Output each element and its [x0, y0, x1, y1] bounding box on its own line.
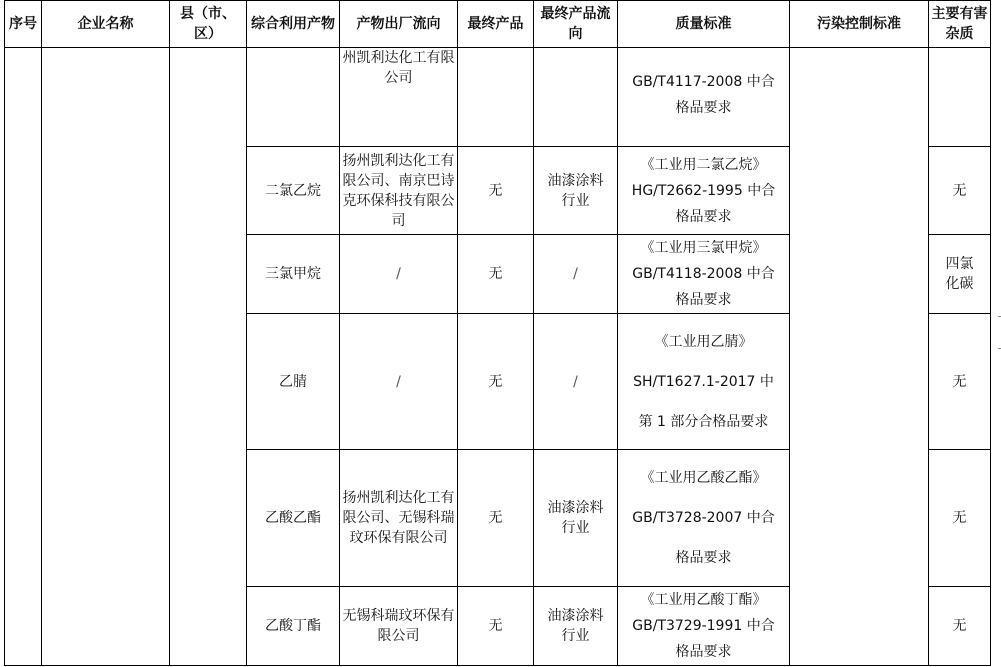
product-cell [247, 48, 340, 147]
standard-line: 格品要求 [675, 644, 732, 660]
final-flow-cell: 油漆涂料行业 [534, 147, 618, 235]
impurity-cell: 无 [929, 147, 991, 235]
standard-cell [618, 48, 790, 147]
flow-cell: 扬州凯利达化工有限公司、无锡科瑞玟环保有限公司 [340, 450, 458, 587]
impurity-cell: 四氯化碳 [929, 235, 991, 314]
final-flow-cell: 油漆涂料行业 [534, 587, 618, 666]
final-product-cell: 无 [458, 235, 534, 314]
header-cell: 污染控制标准 [790, 1, 929, 48]
standard-cell [618, 314, 790, 450]
header-cell: 质量标准 [618, 1, 790, 48]
standard-cell [618, 450, 790, 587]
standard-cell [618, 587, 790, 666]
header-cell: 主要有害杂质 [929, 1, 991, 48]
county-cell [170, 48, 247, 666]
product-cell: 乙酸乙酯 [247, 450, 340, 587]
standard-line: GB/T4117-2008 中合 [632, 74, 775, 90]
seq-cell [5, 48, 42, 666]
standard-line: 《工业用乙腈》 [654, 333, 753, 350]
standard-line: 第 1 部分合格品要求 [638, 413, 769, 430]
standard-cell [618, 147, 790, 235]
impurity-cell [929, 48, 991, 147]
standard-line: 格品要求 [675, 550, 732, 566]
standard-line: HG/T2662-1995 中合 [631, 182, 776, 199]
header-cell: 最终产品 [458, 1, 534, 48]
header-row [5, 1, 991, 48]
standard-line: 《工业用三氯甲烷》 [640, 240, 767, 256]
final-product-cell: 无 [458, 147, 534, 235]
standard-line: GB/T4118-2008 中合 [632, 266, 775, 282]
standard-line: GB/T3728-2007 中合 [632, 510, 775, 526]
final-product-cell: 无 [458, 450, 534, 587]
final-product-cell: 无 [458, 587, 534, 666]
standard-line: 格品要求 [675, 208, 732, 225]
header-cell: 企业名称 [42, 1, 170, 48]
standard-line: GB/T3729-1991 中合 [632, 618, 775, 634]
header-cell: 县（市、区） [170, 1, 247, 48]
company-cell [42, 48, 170, 666]
standard-line: 《工业用乙酸丁酯》 [640, 592, 767, 608]
standard-line: 《工业用乙酸乙酯》 [640, 470, 767, 486]
product-cell: 三氯甲烷 [247, 235, 340, 314]
final-flow-cell: 油漆涂料行业 [534, 450, 618, 587]
final-flow-cell: / [534, 235, 618, 314]
data-table [4, 0, 991, 666]
standard-line: 格品要求 [675, 292, 732, 308]
final-product-cell [458, 48, 534, 147]
flow-cell: / [340, 235, 458, 314]
flow-cell: 州凯利达化工有限公司 [340, 48, 458, 147]
product-cell: 二氯乙烷 [247, 147, 340, 235]
header-cell: 序号 [5, 1, 42, 48]
header-cell: 产物出厂流向 [340, 1, 458, 48]
final-flow-cell: / [534, 314, 618, 450]
flow-cell: / [340, 314, 458, 450]
flow-cell: 扬州凯利达化工有限公司、南京巴诗克环保科技有限公司 [340, 147, 458, 235]
standard-line: 《工业用二氯乙烷》 [640, 156, 767, 173]
standard-line: SH/T1627.1-2017 中 [633, 373, 774, 390]
table-row [5, 48, 991, 147]
final-product-cell: 无 [458, 314, 534, 450]
standard-line: 格品要求 [675, 100, 732, 116]
flow-cell: 无锡科瑞玟环保有限公司 [340, 587, 458, 666]
pollution-standard-cell [790, 48, 929, 666]
impurity-cell: 无 [929, 450, 991, 587]
header-cell: 综合利用产物 [247, 1, 340, 48]
header-cell: 最终产品流向 [534, 1, 618, 48]
impurity-cell: 无 [929, 587, 991, 666]
standard-cell [618, 235, 790, 314]
final-flow-cell [534, 48, 618, 147]
product-cell: 乙酸丁酯 [247, 587, 340, 666]
impurity-cell: 无 [929, 314, 991, 450]
product-cell: 乙腈 [247, 314, 340, 450]
